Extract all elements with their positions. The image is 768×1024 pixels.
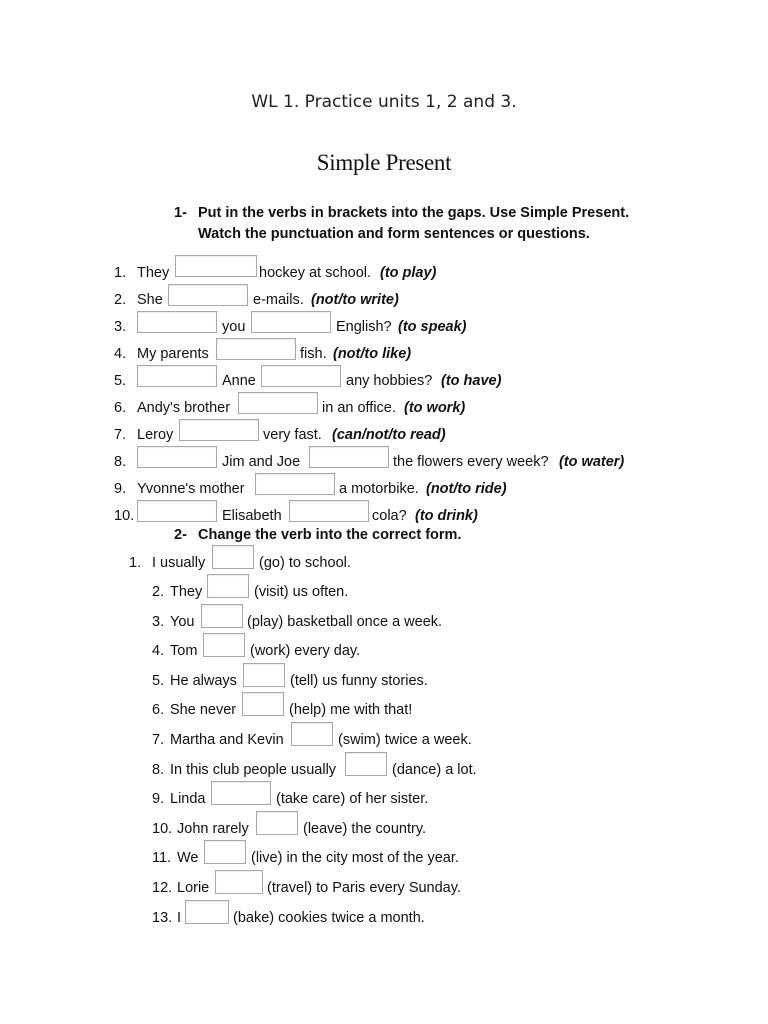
answer-gap-input[interactable] [309,446,389,468]
sentence-text: (swim) twice a week. [338,732,472,748]
item-number: 4. [114,346,127,362]
item-number: 6. [114,400,127,416]
exercise2-item [0,643,768,665]
sentence-text: John rarely [177,821,249,837]
exercise2-item [0,584,768,606]
sentence-text: I usually [152,555,206,571]
item-number: 9. [152,791,165,807]
sentence-text: cola? [372,508,407,524]
answer-gap-input[interactable] [179,419,259,441]
exercise1-item [0,292,768,314]
answer-gap-input[interactable] [137,500,217,522]
exercise2-item [0,555,768,577]
verb-hint: (to drink) [415,508,478,524]
exercise2-item [0,821,768,843]
sentence-text: English? [336,319,392,335]
page-title: WL 1. Practice units 1, 2 and 3. [251,92,517,112]
answer-gap-input[interactable] [211,781,271,805]
verb-hint: (to work) [404,400,466,416]
answer-gap-input[interactable] [289,500,369,522]
exercise1-item [0,481,768,503]
item-number: 9. [114,481,127,497]
sentence-text: My parents [137,346,209,362]
sentence-text: e-mails. [253,292,304,308]
item-number: 1. [114,265,127,281]
sentence-text: (dance) a lot. [392,762,477,778]
sentence-text: (go) to school. [259,555,351,571]
answer-gap-input[interactable] [238,392,318,414]
sentence-text: Leroy [137,427,174,443]
exercise1-instruction [174,203,694,247]
answer-gap-input[interactable] [185,900,229,924]
verb-hint: (to have) [441,373,502,389]
exercise2-item [0,702,768,724]
answer-gap-input[interactable] [242,692,284,716]
answer-gap-input[interactable] [291,722,333,746]
sentence-text: Lorie [177,880,210,896]
answer-gap-input[interactable] [203,633,245,657]
exercise2-instruction [174,525,694,547]
verb-hint: (not/to ride) [426,481,507,497]
verb-hint: (can/not/to read) [332,427,446,443]
sentence-text: (leave) the country. [303,821,427,837]
item-number: 11. [152,850,172,866]
answer-gap-input[interactable] [215,870,263,894]
exercise1-number: 1- [174,205,187,221]
verb-hint: (not/to write) [311,292,399,308]
sentence-text: Elisabeth [222,508,282,524]
answer-gap-input[interactable] [256,811,298,835]
sentence-text: In this club people usually [170,762,337,778]
sentence-text: you [222,319,246,335]
item-number: 2. [114,292,127,308]
sentence-text: the flowers every week? [393,454,549,470]
sentence-text: Yvonne's mother [137,481,245,497]
sentence-text: She never [170,702,237,718]
answer-gap-input[interactable] [137,311,217,333]
sentence-text: a motorbike. [339,481,419,497]
section-title: Simple Present [316,150,452,175]
item-number: 3. [114,319,127,335]
item-number: 4. [152,643,165,659]
answer-gap-input[interactable] [207,574,249,598]
answer-gap-input[interactable] [251,311,331,333]
sentence-text: They [170,584,203,600]
sentence-text: They [137,265,170,281]
exercise1-instruction-line2: Watch the punctuation and form sentences or questions. [198,226,590,242]
exercise2-item [0,910,768,932]
answer-gap-input[interactable] [201,604,243,628]
exercise1-item [0,319,768,341]
item-number: 12. [152,880,173,896]
sentence-text: (tell) us funny stories. [290,673,428,689]
exercise2-number: 2- [174,527,187,543]
item-number: 10. [114,508,135,524]
sentence-text: in an office. [322,400,396,416]
exercise1-item [0,373,768,395]
exercise1-instruction-line1: Put in the verbs in brackets into the gaps. Use Simple Present. [198,205,630,221]
sentence-text: (bake) cookies twice a month. [233,910,425,926]
answer-gap-input[interactable] [216,338,296,360]
sentence-text: (visit) us often. [254,584,349,600]
exercise2-item [0,614,768,636]
sentence-text: Andy's brother [137,400,231,416]
exercise2-instruction-text: Change the verb into the correct form. [198,527,462,543]
answer-gap-input[interactable] [137,365,217,387]
item-number: 13. [152,910,173,926]
verb-hint: (not/to like) [333,346,412,362]
sentence-text: fish. [300,346,327,362]
exercise2-item [0,791,768,813]
answer-gap-input[interactable] [168,284,248,306]
answer-gap-input[interactable] [255,473,335,495]
answer-gap-input[interactable] [212,545,254,569]
exercise1-item [0,265,768,287]
answer-gap-input[interactable] [175,255,257,277]
item-number: 10. [152,821,173,837]
exercise2-item [0,880,768,902]
sentence-text: (travel) to Paris every Sunday. [267,880,461,896]
sentence-text: We [177,850,199,866]
verb-hint: (to water) [559,454,625,470]
sentence-text: Jim and Joe [222,454,301,470]
sentence-text: Tom [170,643,198,659]
sentence-text: (help) me with that! [289,702,413,718]
item-number: 5. [114,373,127,389]
sentence-text: She [137,292,163,308]
exercise2-item [0,732,768,754]
verb-hint: (to play) [380,265,437,281]
answer-gap-input[interactable] [261,365,341,387]
exercise1-item [0,346,768,368]
answer-gap-input[interactable] [137,446,217,468]
sentence-text: He always [170,673,237,689]
item-number: 8. [114,454,127,470]
sentence-text: (play) basketball once a week. [247,614,443,630]
item-number: 7. [114,427,127,443]
exercise1-item [0,400,768,422]
item-number: 2. [152,584,165,600]
item-number: 8. [152,762,165,778]
item-number: 7. [152,732,165,748]
sentence-text: any hobbies? [346,373,433,389]
exercise2-item [0,850,768,872]
item-number: 5. [152,673,165,689]
verb-hint: (to speak) [398,319,467,335]
sentence-text: I [177,910,182,926]
exercise2-item [0,673,768,695]
answer-gap-input[interactable] [204,840,246,864]
sentence-text: (live) in the city most of the year. [251,850,459,866]
sentence-text: Anne [222,373,256,389]
sentence-text: (work) every day. [250,643,361,659]
sentence-text: hockey at school. [259,265,372,281]
item-number: 1. [129,555,142,571]
sentence-text: Martha and Kevin [170,732,284,748]
sentence-text: (take care) of her sister. [276,791,429,807]
answer-gap-input[interactable] [345,752,387,776]
sentence-text: Linda [170,791,206,807]
item-number: 6. [152,702,165,718]
sentence-text: very fast. [263,427,322,443]
answer-gap-input[interactable] [243,663,285,687]
item-number: 3. [152,614,165,630]
sentence-text: You [170,614,195,630]
